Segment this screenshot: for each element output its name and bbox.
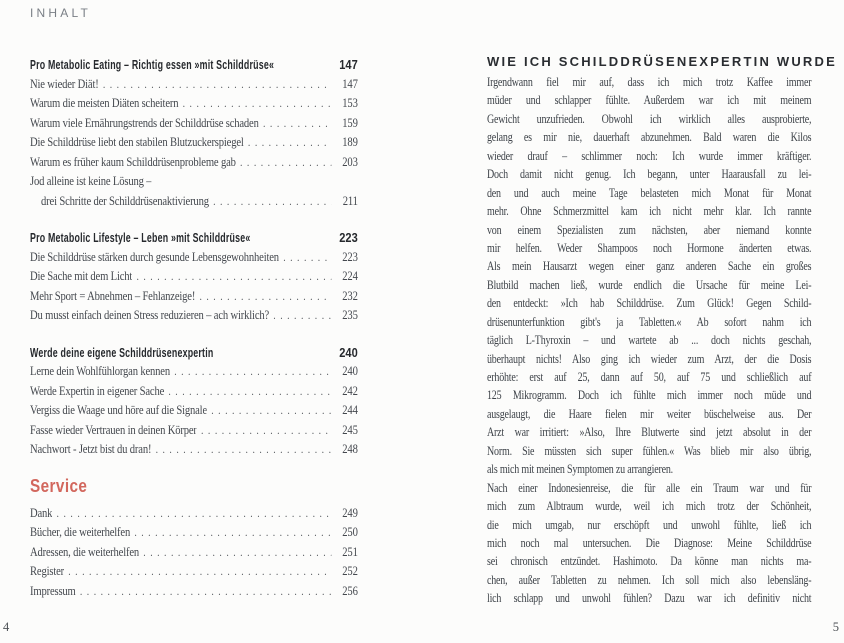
toc-entry-label: Vergiss die Waage und höre auf die Signale [30,403,208,417]
toc-entry [30,133,358,153]
toc-entry [30,543,358,563]
toc-dot-leader [248,134,331,154]
toc-entry [30,267,358,287]
toc-entry [30,248,358,268]
body-line: Gewicht unzufrieden. Obwohl ich wirklich alles ausprobierte, [487,111,812,126]
toc-entry-label: Nie wieder Diät! [30,76,99,91]
toc-entry-label: Die Schilddrüse stärken durch gesunde Lebensgewohnheiten [30,249,279,264]
left-page-running-header: INHALT [30,6,91,20]
body-line: mir helfen. Weder Shampoos noch Hormone änderten etwas. [487,240,812,255]
toc-section-2 [30,228,358,326]
toc-entry-page: 203 [342,154,358,169]
toc-chapter-heading-title: Pro Metabolic Lifestyle – Leben »mit Schilddrüse« [30,230,251,245]
toc-entry-page: 232 [342,288,358,303]
chapter-title: WIE ICH SCHILDDRÜSENEXPERTIN WURDE [487,54,837,69]
body-line: ausgelaugt, die Haare fielen mir weiter büschelweise aus. Der [487,406,812,421]
body-line: täglich L-Thyroxin – und wartete ab ... doch nichts geschah, [487,333,812,348]
toc-entry-label: Register [30,564,65,578]
toc-dot-leader [68,563,331,583]
body-line: Norm. Sie müssten sich super fühlen.« Was blieb mir also übrig, [487,443,812,458]
toc-dot-leader [263,115,331,135]
body-line: Blutbild machen ließ, wurde endlich die Ursache für meine Lei- [487,277,812,292]
toc-dot-leader [143,544,331,564]
toc-entry-page: 251 [342,544,358,559]
body-line: mehr. Ohne Schmerzmittel kam ich nicht mehr klar. Ich rannte [487,204,812,219]
toc-entry-page: 242 [342,383,358,398]
toc-entry [30,362,358,382]
toc-entry-label: Adressen, die weiterhelfen [30,544,140,559]
toc-entry-label: Die Sache mit dem Licht [30,269,133,283]
toc-entry-label: Bücher, die weiterhelfen [30,525,131,539]
toc-entry [30,153,358,173]
toc-entry-label: Jod alleine ist keine Lösung – [30,174,152,188]
toc-section-4 [30,473,358,602]
toc-entry [30,94,358,114]
toc-entry-page: 223 [342,249,358,264]
page-number-left: 4 [3,620,10,634]
toc-chapter-heading [30,55,358,75]
toc-entry-page: 252 [342,564,358,578]
body-line: wieder drauf – schlimmer noch: Ich wurde immer kräftiger. [487,148,812,163]
toc-entry [30,172,358,192]
toc-dot-leader [240,154,331,174]
toc-dot-leader [213,193,331,213]
body-line: 125 Mikrogramm. Doch ich fühlte mich immer noch müde und [487,388,812,403]
toc-entry [30,75,358,95]
body-line: müder und schlapper fühlte. Außerdem war ich mit meinem [487,93,812,108]
toc-entry-page: 153 [342,96,358,110]
body-line: von einem Spezialisten zum nächsten, aber niemand konnte [487,222,812,237]
toc-dot-leader [183,95,332,115]
toc-entry-page: 147 [342,76,358,91]
toc-entry-page: 189 [342,135,358,149]
toc-entry-page: 244 [342,403,358,417]
body-line: die mich umgab, nur erschöpft und unwohl fühlte, ließ ich [487,517,812,532]
toc-entry-page: 211 [342,193,358,208]
toc-entry-page: 249 [342,505,358,520]
toc-dot-leader [273,307,331,327]
service-heading: Service [30,475,88,496]
toc-dot-leader [201,422,331,442]
toc-chapter-heading-title: Pro Metabolic Eating – Richtig essen »mit Schilddrüse« [30,57,275,72]
toc-entry-label: Lerne dein Wohlfühlorgan kennen [30,364,170,378]
toc-entry-label: Warum viele Ernährungstrends der Schilddrüse schaden [30,115,259,130]
body-line: lich schlapp und unwohl fühlen? Dazu war ich definitiv nicht [487,591,812,606]
toc-entry [30,114,358,134]
toc-entry [30,562,358,582]
toc-dot-leader [211,402,331,422]
toc-entry-label: Werde Expertin in eigener Sache [30,383,165,398]
body-line: als mich mit meinen Symptomen zu arrangieren. [487,462,673,477]
toc-entry-label: drei Schritte der Schilddrüsenaktivierung [41,193,209,208]
toc-entry [30,440,358,460]
toc-entry [30,401,358,421]
toc-dot-leader [168,383,331,403]
toc-entry-page: 245 [342,422,358,437]
toc-chapter-heading-page: 147 [339,57,358,72]
toc-entry-page: 240 [342,364,358,378]
toc-section-3 [30,343,358,460]
body-line: chen, außer Tabletten zu nehmen. Ich soll mich also lebensläng- [487,572,812,587]
toc-entry-page: 248 [342,442,358,456]
toc-entry-label: Mehr Sport = Abnehmen – Fehlanzeige! [30,288,196,303]
body-line: Als mein Hausarzt wegen einer ganz anderen Sache ein großes [487,259,812,274]
body-line: Irgendwann fiel mir auf, dass ich mich trotz Kaffee immer [487,75,812,89]
toc-entry-label: Nachwort - Jetzt bist du dran! [30,442,152,456]
chapter-body [487,73,844,608]
toc-entry [30,192,358,212]
toc-entry-label: Die Schilddrüse liebt den stabilen Blutzuckerspiegel [30,135,244,149]
body-line: überhaupt nichts! Also ging ich wieder zum Arzt, der die Dosis [487,351,812,366]
body-line: den entdeckt: »Ich hab Schilddrüse. Zum Glück! Gegen Schild- [487,296,812,311]
toc-entry-page: 159 [342,115,358,130]
toc-entry-label: Fasse wieder Vertrauen in deinen Körper [30,422,197,437]
toc-dot-leader [134,524,331,544]
toc-dot-leader [199,288,331,308]
toc-entry-label: Warum es früher kaum Schilddrüsenprobleme gab [30,154,236,169]
toc-chapter-heading-page: 240 [339,344,358,360]
toc-entry [30,582,358,602]
toc-entry [30,523,358,543]
toc-dot-leader [80,583,332,603]
body-line: Arzt war irritiert: »Also, Ihre Blutwerte sind jetzt absolut in der [487,425,812,440]
toc-entry [30,306,358,326]
toc-entry-label: Warum die meisten Diäten scheitern [30,96,179,110]
body-line: den und auch meine Tage belasteten mich Monat für Monat [487,185,812,200]
toc-dot-leader [103,76,332,96]
body-line: mich noch mal untersuchen. Die Diagnose: Meine Schilddrüse [487,535,812,550]
toc-entry [30,287,358,307]
toc-chapter-heading-title: Werde deine eigene Schilddrüsenexpertin [30,344,214,360]
toc-chapter-heading [30,343,358,363]
toc-entry [30,382,358,402]
toc-entry-page: 250 [342,525,358,539]
toc-section-1 [30,55,358,211]
toc-dot-leader [174,363,331,383]
body-line: gelang es mir nie, dauerhaft abzunehmen. Bald waren die Kilos [487,130,812,145]
toc-entry-page: 235 [342,308,358,322]
body-line: Doch damit nicht genug. Ich begann, unter Haarausfall zu lei- [487,167,812,182]
toc-entry-label: Impressum [30,583,76,598]
toc-dot-leader [156,441,332,461]
body-line: sei chronisch entzündet. Hashimoto. Da könne man nichts ma- [487,554,812,569]
body-line: erhöhte: erst auf 25, dann auf 50, auf 75 und schließlich auf [487,370,812,384]
toc-chapter-heading-page: 223 [339,230,358,245]
body-line: Nach einer Indonesienreise, die für alle ein Traum war und für [487,480,812,495]
toc-dot-leader [57,505,332,525]
body-line: mich zum Albtraum wurde, weil ich mich trotz der Schönheit, [487,499,812,514]
table-of-contents [30,55,358,601]
toc-entry [30,504,358,524]
toc-dot-leader [283,249,331,269]
toc-entry [30,421,358,441]
body-line: drüsenunterfunktion gibt's ja Tabletten.« Ab sofort nahm ich [487,314,812,329]
toc-entry-page: 224 [342,269,358,283]
toc-entry-label: Dank [30,505,53,520]
toc-entry-label: Du musst einfach deinen Stress reduzieren – ach wirklich? [30,308,270,322]
toc-entry-page: 256 [342,583,358,598]
toc-chapter-heading [30,228,358,248]
toc-dot-leader [136,268,331,288]
page-number-right: 5 [832,620,839,634]
